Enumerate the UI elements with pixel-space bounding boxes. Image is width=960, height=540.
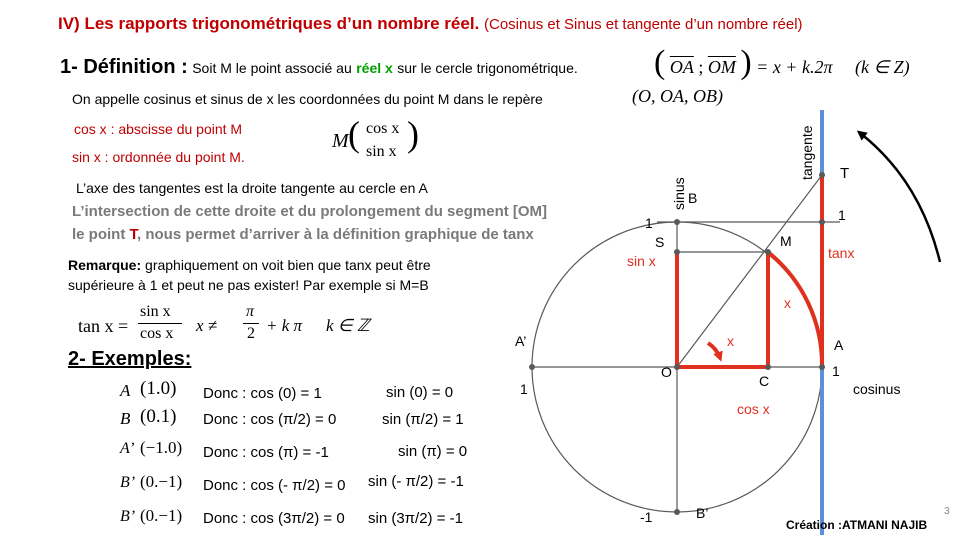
ex-cos-2: Donc : cos (π) = -1 [203, 444, 329, 461]
point-m [765, 249, 771, 255]
ex-sin-1: sin (π/2) = 1 [382, 411, 464, 428]
label-tangente: tangente [799, 125, 815, 180]
ex-cos-0: Donc : cos (0) = 1 [203, 385, 322, 402]
ex-cos-4: Donc : cos (3π/2) = 0 [203, 510, 345, 527]
ex-coords-3: (0.−1) [140, 472, 183, 491]
label-M: M [780, 233, 792, 249]
title-main: IV) Les rapports trigonométriques d’un nombre réel. [58, 14, 480, 33]
point-a [819, 364, 825, 370]
intro-reel-x: réel x [356, 60, 393, 76]
formula-rhs: = x + k.2π [756, 57, 833, 77]
para-line2a: le point [72, 226, 130, 243]
label-one-left: 1 [520, 381, 528, 397]
label-x-arc: x [784, 295, 791, 311]
coord-bracket-right: ) [407, 114, 419, 154]
vec-oa: $\overline{OA}$ [669, 57, 694, 77]
cond-set: k ∈ ℤ [326, 316, 370, 335]
ex-coords-2: (−1.0) [140, 438, 183, 457]
para-T: T [129, 226, 137, 243]
cos-line-text: cos x : abscisse du point M [74, 121, 243, 137]
intro-b: sur le cercle trigonométrique. [397, 60, 578, 76]
coord-sin: sin x [366, 143, 397, 160]
ex-sin-2: sin (π) = 0 [398, 443, 468, 460]
examples-heading: 2- Exemples: [68, 348, 192, 370]
tan-den: cos x [140, 325, 174, 342]
label-minus-one: -1 [640, 509, 653, 525]
label-one-tan: 1 [838, 207, 846, 223]
label-sinus: sinus [671, 177, 687, 210]
label-x-angle: x [727, 333, 734, 349]
paren-open: ( [654, 44, 666, 81]
point-m-symbol: M [332, 130, 349, 152]
vec-sep: ; [698, 57, 704, 77]
tan-num: sin x [140, 303, 171, 320]
formula-k: (k ∈ Z) [854, 57, 910, 77]
label-O: O [661, 364, 672, 380]
footer-credit: Création :ATMANI NAJIB [786, 518, 928, 532]
cond-num: π [246, 303, 255, 320]
label-cos-x: cos x [737, 401, 770, 417]
orientation-arrow [860, 133, 940, 262]
label-A: A [834, 337, 844, 353]
para-line1: L’intersection de cette droite et du prolongement du segment [OM] [72, 203, 548, 220]
point-c [765, 364, 771, 370]
cond-x: x ≠ [196, 316, 218, 335]
label-one-top: 1 [645, 215, 653, 231]
paren-close: ) [740, 44, 752, 81]
label-B-prime: B’ [696, 505, 709, 521]
tangent-line-text: L’axe des tangentes est la droite tangente au cercle en A [76, 180, 428, 196]
vec-om: $\overline{OM}$ [707, 57, 736, 77]
label-tanx: tanx [828, 245, 855, 261]
definition-heading: 1- Définition : [60, 56, 188, 78]
label-B: B [688, 190, 698, 206]
ex-coords-0: (1.0) [140, 378, 177, 399]
sin-line-text: sin x : ordonnée du point M. [72, 149, 245, 165]
ex-sin-3: sin (- π/2) = -1 [368, 473, 464, 490]
cond-k: + k π [266, 316, 303, 335]
ex-label-2: A’ [120, 440, 135, 457]
point-o [674, 364, 680, 370]
line-om-t [677, 175, 822, 367]
angle-arc-x [708, 343, 720, 358]
ex-cos-1: Donc : cos (π/2) = 0 [203, 411, 337, 428]
cond-den: 2 [247, 325, 255, 342]
coord-cos: cos x [366, 120, 400, 137]
ex-coords-4: (0.−1) [140, 506, 183, 525]
coord-bracket-left: ( [348, 114, 360, 154]
label-one-right: 1 [832, 363, 840, 379]
label-C: C [759, 373, 770, 389]
label-cosinus: cosinus [853, 381, 901, 397]
title-subtitle: (Cosinus et Sinus et tangente d’un nombre réel) [484, 16, 803, 33]
point-b [674, 219, 680, 225]
point-b-prime [674, 509, 680, 515]
intro-a: Soit M le point associé au [192, 60, 352, 76]
ex-label-1: B [120, 409, 131, 428]
label-A-prime: A’ [515, 333, 527, 349]
label-S: S [655, 234, 665, 250]
page-number: 3 [944, 506, 950, 517]
arc-a-m [768, 252, 822, 367]
para-line2b: , nous permet d’arriver à la définition graphique de tanx [137, 226, 534, 243]
point-t [819, 172, 825, 178]
point-s [674, 249, 680, 255]
remark-line1: graphiquement on voit bien que tanx peut être [141, 257, 431, 273]
label-sin-x: sin x [627, 253, 656, 269]
point-one-tan [819, 219, 825, 225]
line2: On appelle cosinus et sinus de x les coordonnées du point M dans le repère [72, 91, 543, 107]
tan-lhs: tan x = [78, 316, 129, 336]
ex-sin-0: sin (0) = 0 [386, 384, 454, 401]
remark-line2: supérieure à 1 et peut ne pas exister! Par exemple si M=B [68, 277, 429, 293]
ex-label-4: B’ [120, 508, 136, 525]
ex-label-3: B’ [120, 474, 136, 491]
remark-label: Remarque: [68, 257, 142, 273]
ex-sin-4: sin (3π/2) = -1 [368, 510, 463, 527]
label-T: T [840, 165, 850, 182]
ex-cos-3: Donc : cos (- π/2) = 0 [203, 477, 346, 494]
point-a-prime [529, 364, 535, 370]
ex-coords-1: (0.1) [140, 406, 177, 427]
repere: (O, OA, OB) [632, 86, 723, 106]
ex-label-0: A [120, 381, 131, 400]
